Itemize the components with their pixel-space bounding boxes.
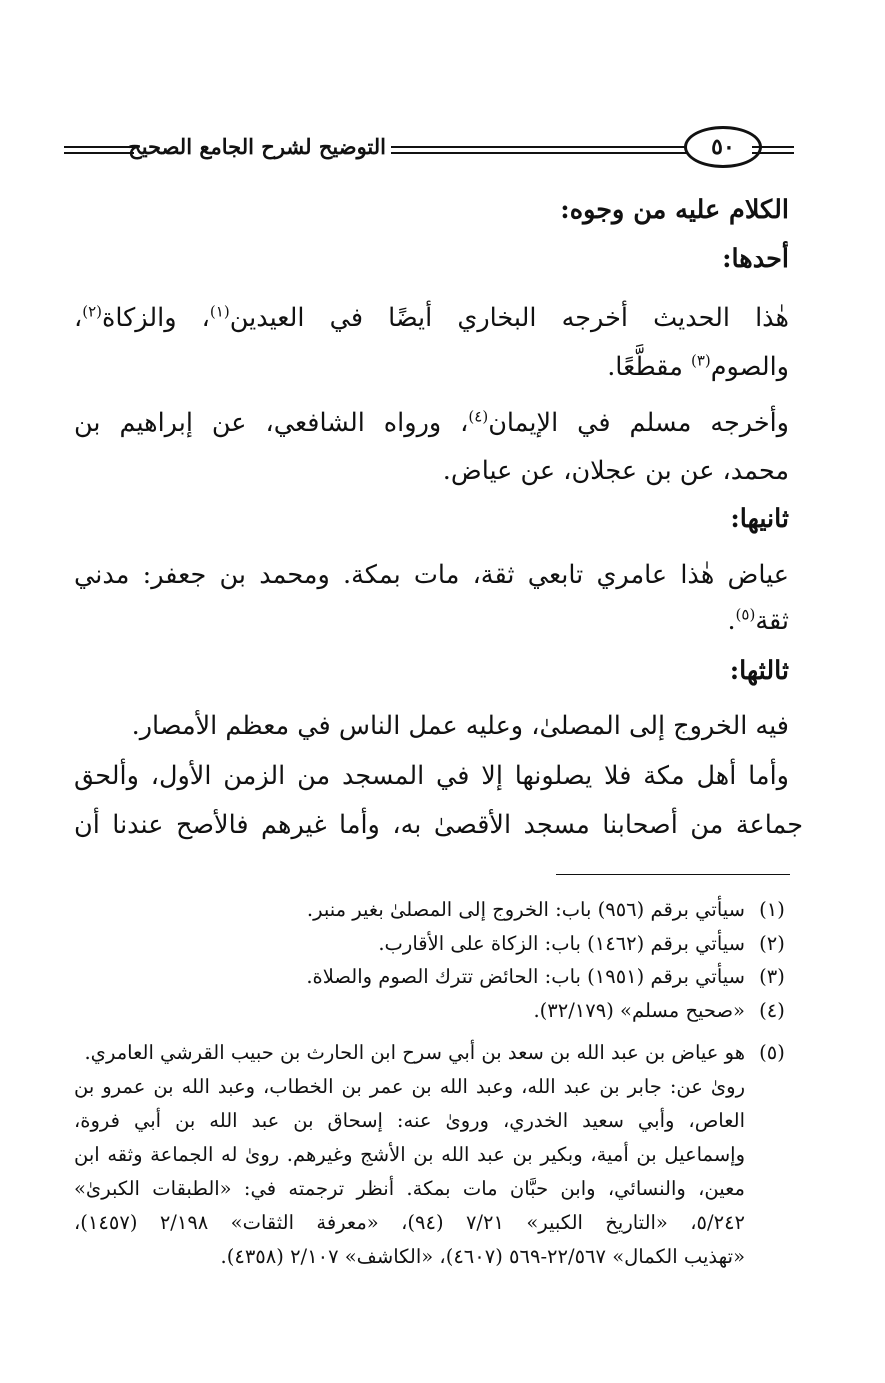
footnote-5-line-3: العاص، وأبي سعيد الخدري، وروىٰ عنه: إسحاق بن عبد الله بن أبي فروة، bbox=[74, 1109, 745, 1132]
page-number: ٥٠ bbox=[684, 126, 762, 168]
header-rule-right bbox=[752, 146, 794, 154]
heading-first: أحدها: bbox=[722, 244, 789, 274]
footnote-5-line-2: روىٰ عن: جابر بن عبد الله، وعبد الله بن عمر بن الخطاب، وعبد الله بن عمرو بن bbox=[74, 1075, 745, 1098]
paragraph-3-line-1: عياض هٰذا عامري تابعي ثقة، مات بمكة. ومحمد بن جعفر: مدني bbox=[74, 560, 789, 590]
text-run: ، ورواه الشافعي، عن إبراهيم بن bbox=[74, 408, 469, 438]
footnote-ref-1: (١) bbox=[209, 302, 230, 321]
paragraph-5-line-2: جماعة من أصحابنا مسجد الأقصىٰ به، وأما غيرهم فالأصح عندنا أن bbox=[74, 810, 803, 840]
heading-third: ثالثها: bbox=[729, 656, 789, 686]
text-run: مقطَّعًا. bbox=[607, 352, 691, 382]
footnote-text: «صحيح مسلم» (٣٢/١٧٩). bbox=[533, 999, 745, 1022]
footnote-5-line-4: وإسماعيل بن أمية، وبكير بن عبد الله بن الأشج وغيرهم. روىٰ له الجماعة وثقه ابن bbox=[74, 1143, 745, 1166]
paragraph-1-line-2 bbox=[607, 351, 789, 383]
footnote-number: (٥) bbox=[759, 1041, 785, 1064]
header-rule-middle bbox=[391, 146, 689, 154]
paragraph-2-line-1 bbox=[74, 407, 789, 439]
paragraph-3-line-2 bbox=[727, 605, 789, 637]
footnote-text: سيأتي برقم (١٩٥١) باب: الحائض تترك الصوم والصلاة. bbox=[306, 965, 745, 988]
footnote-number: (١) bbox=[759, 898, 785, 921]
text-run: وأخرجه مسلم في الإيمان bbox=[488, 408, 789, 438]
footnote-text: سيأتي برقم (٩٥٦) باب: الخروج إلى المصلىٰ بغير منبر. bbox=[306, 898, 745, 921]
footnote-number: (٢) bbox=[759, 932, 785, 955]
book-title: التوضيح لشرح الجامع الصحيح bbox=[128, 134, 386, 159]
heading-second: ثانيها: bbox=[730, 504, 789, 534]
footnote-separator bbox=[556, 874, 790, 875]
paragraph-2-line-2: محمد، عن بن عجلان، عن عياض. bbox=[442, 456, 789, 486]
footnote-ref-2: (٢) bbox=[82, 302, 103, 321]
footnote-ref-5: (٥) bbox=[735, 605, 756, 624]
footnote-ref-3: (٣) bbox=[690, 351, 711, 370]
footnote-5-line-6: ٥/٢٤٢، «التاريخ الكبير» ٧/٢١ (٩٤)، «معرفة الثقات» ٢/١٩٨ (١٤٥٧)، bbox=[74, 1211, 746, 1234]
header-rule-left bbox=[64, 146, 134, 154]
text-run: والصوم bbox=[710, 352, 789, 382]
footnote-ref-4: (٤) bbox=[468, 407, 489, 426]
text-run: ، والزكاة bbox=[102, 303, 210, 333]
footnote-5-line-5: معين، والنسائي، وابن حبَّان مات بمكة. أنظر ترجمته في: «الطبقات الكبرىٰ» bbox=[74, 1177, 745, 1200]
footnote-text: سيأتي برقم (١٤٦٢) باب: الزكاة على الأقارب. bbox=[378, 932, 745, 955]
paragraph-1-line-1 bbox=[74, 302, 789, 334]
footnote-text: هو عياض بن عبد الله بن سعد بن أبي سرح ابن الحارث بن حبيب القرشي العامري. bbox=[84, 1041, 745, 1064]
footnote-5-line-7: «تهذيب الكمال» ٢٢/٥٦٧-٥٦٩ (٤٦٠٧)، «الكاشف» ٢/١٠٧ (٤٣٥٨). bbox=[220, 1245, 745, 1268]
running-header bbox=[64, 120, 800, 180]
text-run: . bbox=[727, 606, 736, 636]
text-run: ثقة bbox=[755, 606, 789, 636]
footnote-number: (٤) bbox=[759, 999, 785, 1022]
text-run: ، bbox=[74, 303, 83, 333]
paragraph-5-line-1: وأما أهل مكة فلا يصلونها إلا في المسجد من الزمن الأول، وألحق bbox=[74, 761, 789, 791]
text-run: هٰذا الحديث أخرجه البخاري أيضًا في العيدين bbox=[229, 303, 790, 333]
intro-line: الكلام عليه من وجوه: bbox=[560, 195, 789, 225]
paragraph-4-line-1: فيه الخروج إلى المصلىٰ، وعليه عمل الناس في معظم الأمصار. bbox=[131, 711, 789, 741]
footnote-number: (٣) bbox=[759, 965, 785, 988]
